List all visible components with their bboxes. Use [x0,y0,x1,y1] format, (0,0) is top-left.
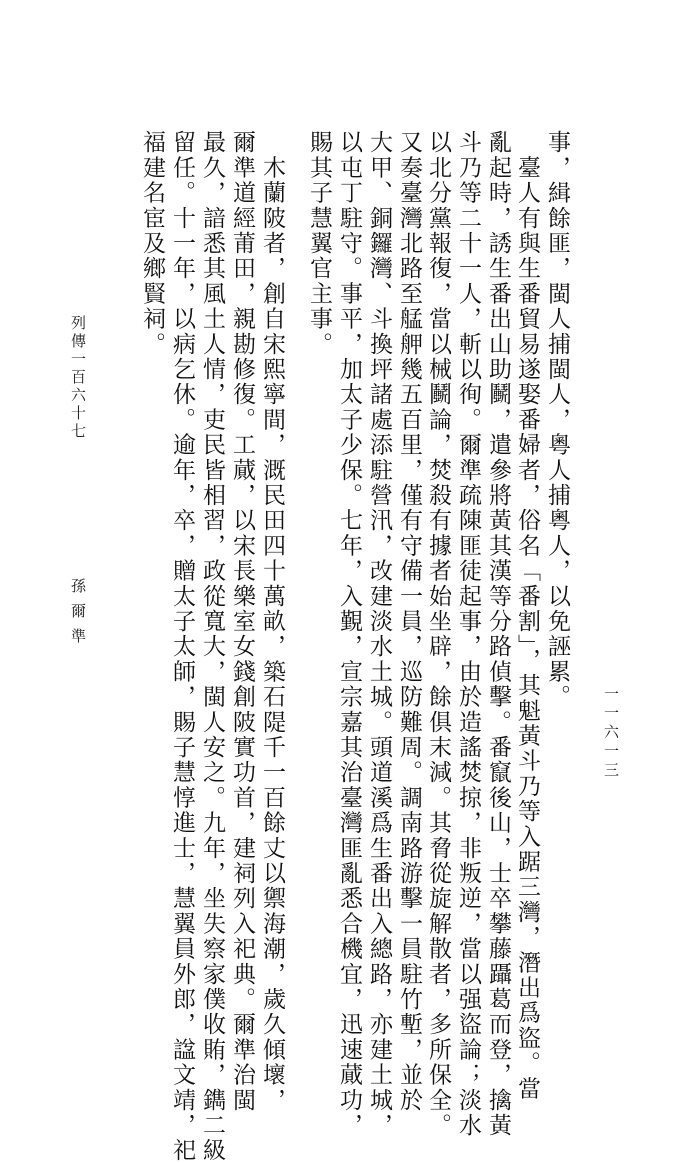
text-column-6: 又奏臺灣北路至艋舺幾五百里，僅有守備一員，巡防難周。調南路游擊一員駐竹塹，並於 [396,130,422,1113]
text-column-12: 最久，諳悉其風土人情，吏民皆相習，政從寬大，閩人安之。九年，坐失察家僕收賄，鐫二級 [199,130,225,1163]
margin-biography-name: 孫爾準 [69,578,87,653]
page-number: 一一六一三 [602,686,620,781]
text-column-13: 留任。十一年，以病乞休。逾年，卒，贈太子太師，賜子慧惇進士，慧翼員外郎，諡文靖，祀 [169,130,195,1163]
text-column-2: 臺人有與生番貿易遂娶番婦者，俗名「番割」，其魁黃斗乃等入踞三灣，潛出爲盜。當 [514,130,540,1102]
margin-chapter-title: 列傳一百六十七 [69,315,87,441]
text-column-9: 賜其子慧翼官主事。 [306,130,332,357]
text-column-10: 木蘭陂者，創自宋熙寧間，溉民田四十萬畝，築石隄千一百餘丈以禦海潮，歲久傾壞， [259,130,285,1113]
text-column-5: 以北分黨報復，當以械鬭論，焚殺有據者始坐辟，餘俱末減。其脅從旋解散者，多所保全。 [425,130,451,1138]
text-column-1: 事，緝餘匪，閩人捕閩人，粵人捕粵人，以免誣累。 [544,130,570,710]
text-column-8: 以屯丁駐守。事平，加太子少保。七年，入覲，宣宗嘉其治臺灣匪亂悉合機宜，迅速蕆功， [336,130,362,1138]
text-column-4: 斗乃等二十一人，斬以徇。爾準疏陳匪徒起事，由於造謠焚掠，非叛逆，當以强盜論；淡水 [455,130,481,1138]
text-column-11: 爾準道經莆田，親勘修復。工蕆，以宋長樂室女錢創陂實功首，建祠列入祀典。爾準治閩 [229,130,255,1113]
text-column-14: 福建名宦及鄉賢祠。 [139,130,165,357]
text-column-3: 亂起時，誘生番出山助鬭，遣參將黃其漢等分路偵擊。番竄後山，士卒攀藤躡葛而登，擒黃 [485,130,511,1138]
text-column-7: 大甲、銅鑼灣、斗換坪諸處添駐營汛，改建淡水土城。頭道溪爲生番出入總路，亦建土城， [366,130,392,1138]
